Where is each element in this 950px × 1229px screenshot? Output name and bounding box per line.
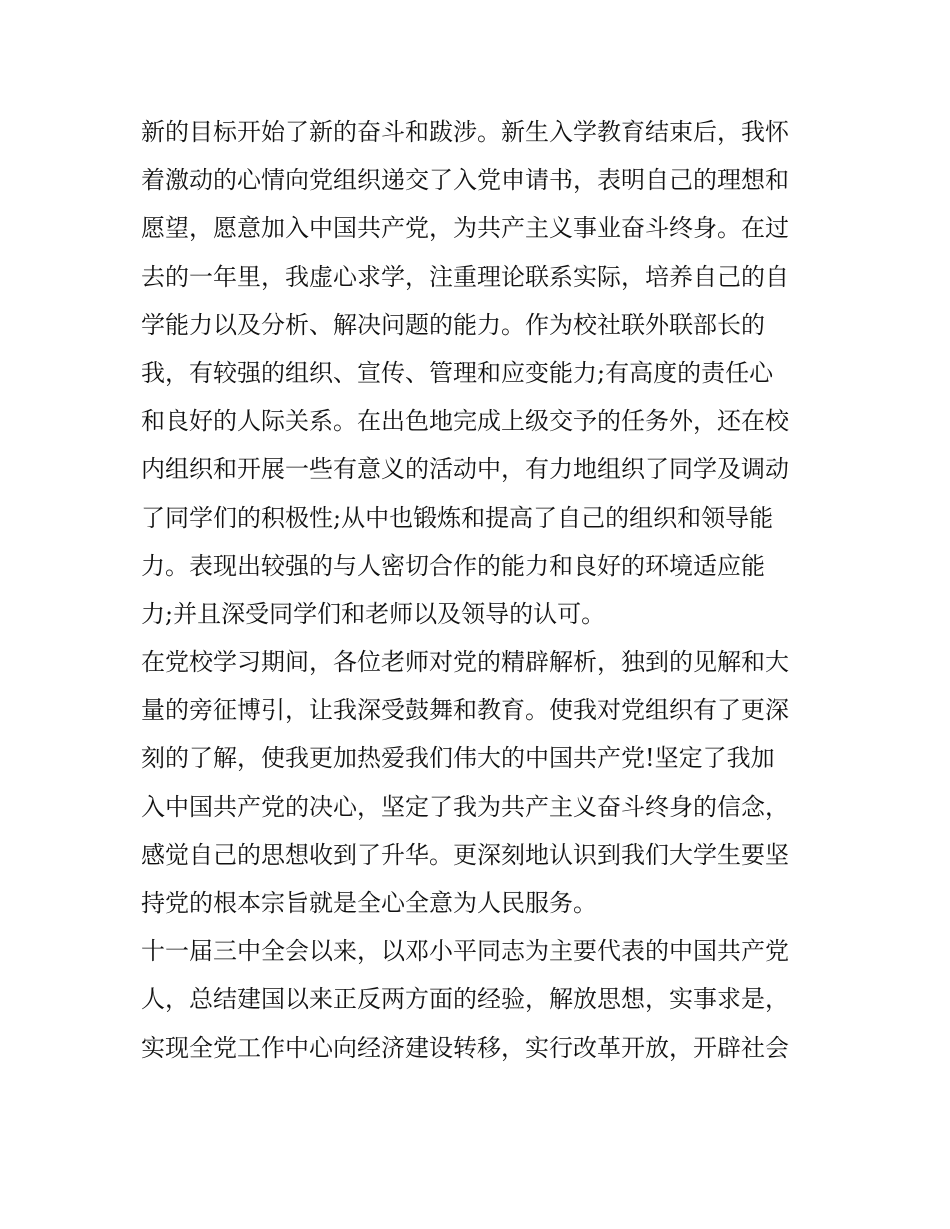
text-line: 我，有较强的组织、宣传、管理和应变能力;有高度的责任心	[141, 358, 774, 387]
text-line: 入中国共产党的决心，坚定了我为共产主义奋斗终身的信念，	[141, 792, 789, 821]
text-line: 力。表现出较强的与人密切合作的能力和良好的环境适应能	[141, 551, 765, 580]
text-line: 去的一年里，我虚心求学，注重理论联系实际，培养自己的自	[141, 262, 789, 291]
text-line: 了同学们的积极性;从中也锻炼和提高了自己的组织和领导能	[141, 503, 774, 532]
document-body	[141, 108, 821, 1072]
text-line: 学能力以及分析、解决问题的能力。作为校社联外联部长的	[141, 310, 765, 339]
text-line: 和良好的人际关系。在出色地完成上级交予的任务外，还在校	[141, 407, 789, 436]
text-line: 在党校学习期间，各位老师对党的精辟解析，独到的见解和大	[141, 648, 789, 677]
text-line: 量的旁征博引，让我深受鼓舞和教育。使我对党组织有了更深	[141, 696, 789, 725]
text-line: 刻的了解，使我更加热爱我们伟大的中国共产党!坚定了我加	[141, 744, 775, 773]
paragraph-2	[141, 638, 821, 927]
text-line: 愿望，愿意加入中国共产党，为共产主义事业奋斗终身。在过	[141, 214, 789, 243]
text-line: 十一届三中全会以来，以邓小平同志为主要代表的中国共产党	[141, 937, 789, 966]
text-line: 力;并且深受同学们和老师以及领导的认可。	[141, 599, 606, 628]
text-line: 内组织和开展一些有意义的活动中，有力地组织了同学及调动	[141, 455, 789, 484]
text-line: 感觉自己的思想收到了升华。更深刻地认识到我们大学生要坚	[141, 840, 789, 869]
text-line: 新的目标开始了新的奋斗和跋涉。新生入学教育结束后，我怀	[141, 118, 789, 146]
paragraph-1	[141, 108, 821, 638]
text-line: 持党的根本宗旨就是全心全意为人民服务。	[141, 889, 597, 917]
text-line: 实现全党工作中心向经济建设转移，实行改革开放，开辟社会	[141, 1033, 789, 1062]
paragraph-3	[141, 927, 821, 1072]
text-line: 人，总结建国以来正反两方面的经验，解放思想，实事求是，	[141, 985, 789, 1014]
text-line: 着激动的心情向党组织递交了入党申请书，表明自己的理想和	[141, 166, 789, 195]
